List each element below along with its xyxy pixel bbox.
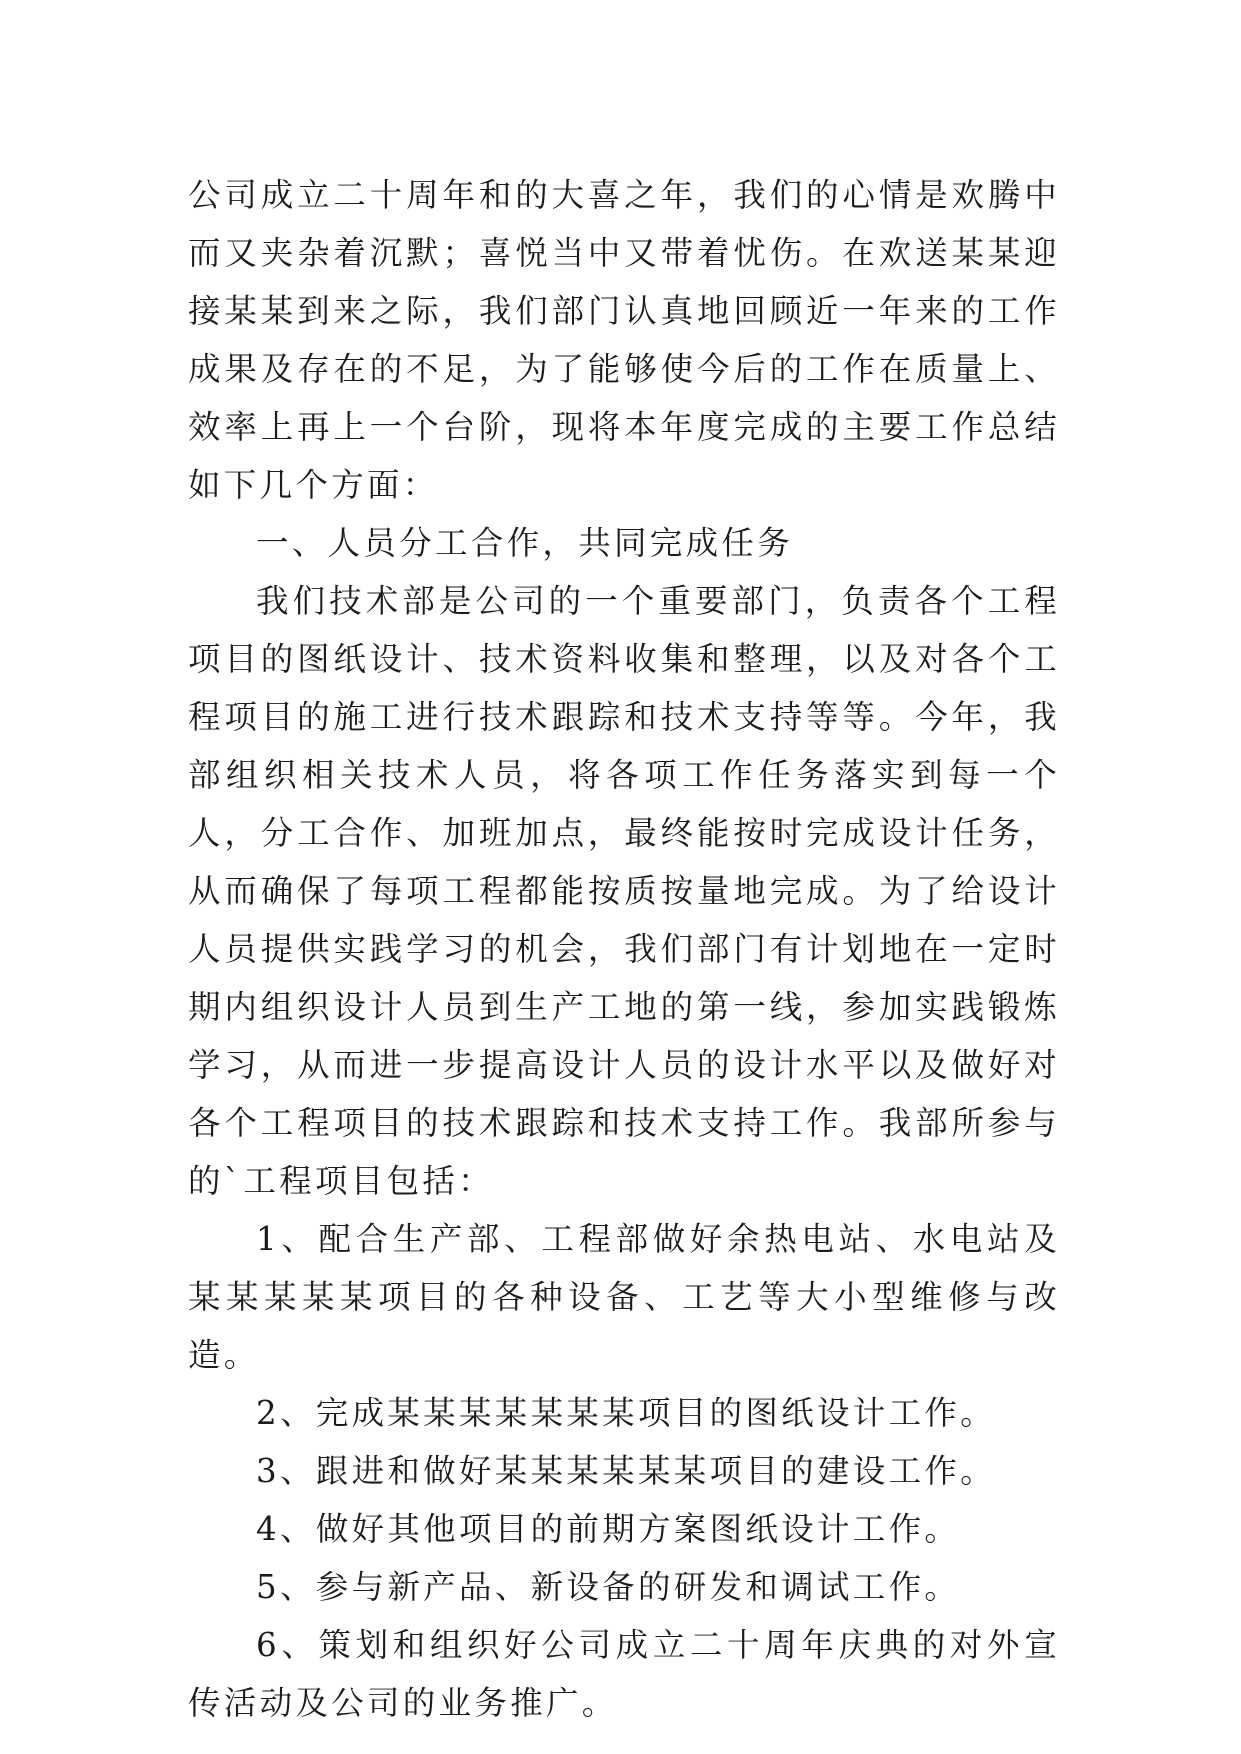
list-item: 6、策划和组织好公司成立二十周年庆典的对外宣传活动及公司的业务推广。	[188, 1626, 1060, 1722]
list-item: 1、配合生产部、工程部做好余热电站、水电站及某某某某某项目的各种设备、工艺等大小型维修与改造。	[188, 1220, 1060, 1374]
list-item: 3、跟进和做好某某某某某某项目的建设工作。	[256, 1452, 996, 1490]
document-body	[188, 166, 1060, 1732]
intro-paragraph: 公司成立二十周年和的大喜之年，我们的心情是欢腾中而又夹杂着沉默；喜悦当中又带着忧伤。在欢送某某迎接某某到来之际，我们部门认真地回顾近一年来的工作成果及存在的不足，为了能够使今后的工作在质量上、效率上再上一个台阶，现将本年度完成的主要工作总结如下几个方面：	[188, 176, 1060, 504]
list-item: 2、完成某某某某某某某项目的图纸设计工作。	[256, 1394, 996, 1432]
body-paragraph: 我们技术部是公司的一个重要部门，负责各个工程项目的图纸设计、技术资料收集和整理，以及对各个工程项目的施工进行技术跟踪和技术支持等等。今年，我部组织相关技术人员，将各项工作任务落实到每一个人，分工合作、加班加点，最终能按时完成设计任务，从而确保了每项工程都能按质按量地完成。为了给设计人员提供实践学习的机会，我们部门有计划地在一定时期内组织设计人员到生产工地的第一线，参加实践锻炼学习，从而进一步提高设计人员的设计水平以及做好对各个工程项目的技术跟踪和技术支持工作。我部所参与的`工程项目包括：	[188, 582, 1060, 1200]
list-item: 5、参与新产品、新设备的研发和调试工作。	[256, 1568, 961, 1606]
list-item: 4、做好其他项目的前期方案图纸设计工作。	[256, 1510, 961, 1548]
section-heading: 一、人员分工合作，共同完成任务	[256, 524, 794, 562]
